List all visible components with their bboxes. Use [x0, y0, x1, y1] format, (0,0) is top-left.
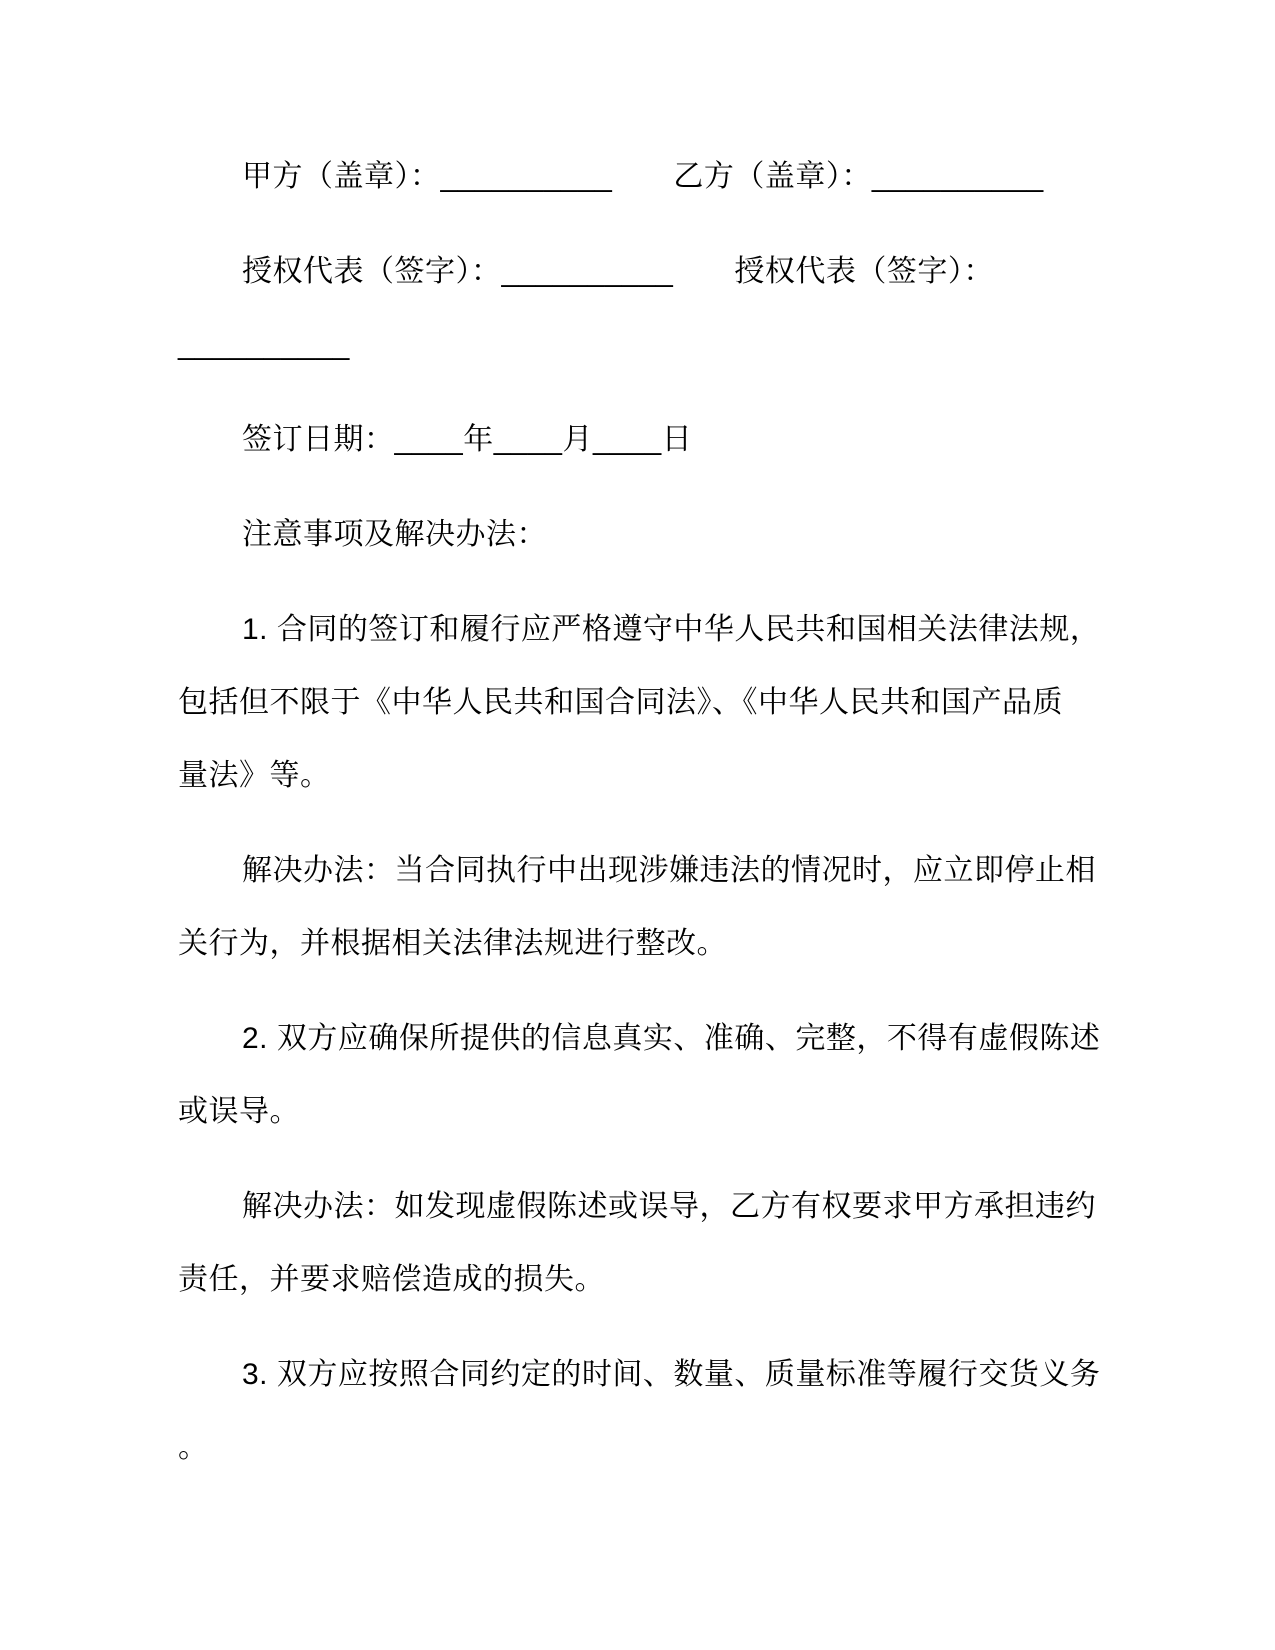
doc-line: 1. 合同的签订和履行应严格遵守中华人民共和国相关法律法规， — [242, 613, 1101, 646]
paragraph — [178, 140, 1100, 213]
paragraph — [178, 1170, 1100, 1316]
paragraph — [178, 834, 1100, 980]
doc-line: 责任，并要求赔偿造成的损失。 — [178, 1263, 605, 1296]
paragraph — [178, 498, 1100, 571]
doc-line: 授权代表（签字）：__________ 授权代表（签字）： — [242, 255, 994, 288]
paragraph — [178, 1338, 1100, 1484]
paragraph — [178, 593, 1100, 812]
paragraph — [178, 1002, 1100, 1148]
doc-line: 或误导。 — [178, 1095, 300, 1128]
doc-line: 包括但不限于《中华人民共和国合同法》、《中华人民共和国产品质 — [178, 686, 1063, 719]
doc-line: 量法》等。 — [178, 759, 331, 792]
doc-line: 3. 双方应按照合同约定的时间、数量、质量标准等履行交货义务 — [242, 1358, 1101, 1391]
doc-line: 关行为，并根据相关法律法规进行整改。 — [178, 927, 727, 960]
doc-line: 甲方（盖章）：__________ 乙方（盖章）：__________ — [242, 160, 1044, 193]
paragraph — [178, 235, 1100, 381]
document-body — [178, 140, 1100, 1484]
doc-line: 解决办法：如发现虚假陈述或误导，乙方有权要求甲方承担违约 — [242, 1190, 1096, 1223]
doc-line: __________ — [178, 328, 350, 361]
doc-line: 签订日期：____年____月____日 — [242, 423, 693, 456]
paragraph — [178, 403, 1100, 476]
doc-line: 解决办法：当合同执行中出现涉嫌违法的情况时，应立即停止相 — [242, 854, 1096, 887]
doc-line: 注意事项及解决办法： — [242, 518, 547, 551]
doc-line: 。 — [178, 1431, 209, 1464]
doc-line: 2. 双方应确保所提供的信息真实、准确、完整，不得有虚假陈述 — [242, 1022, 1101, 1055]
